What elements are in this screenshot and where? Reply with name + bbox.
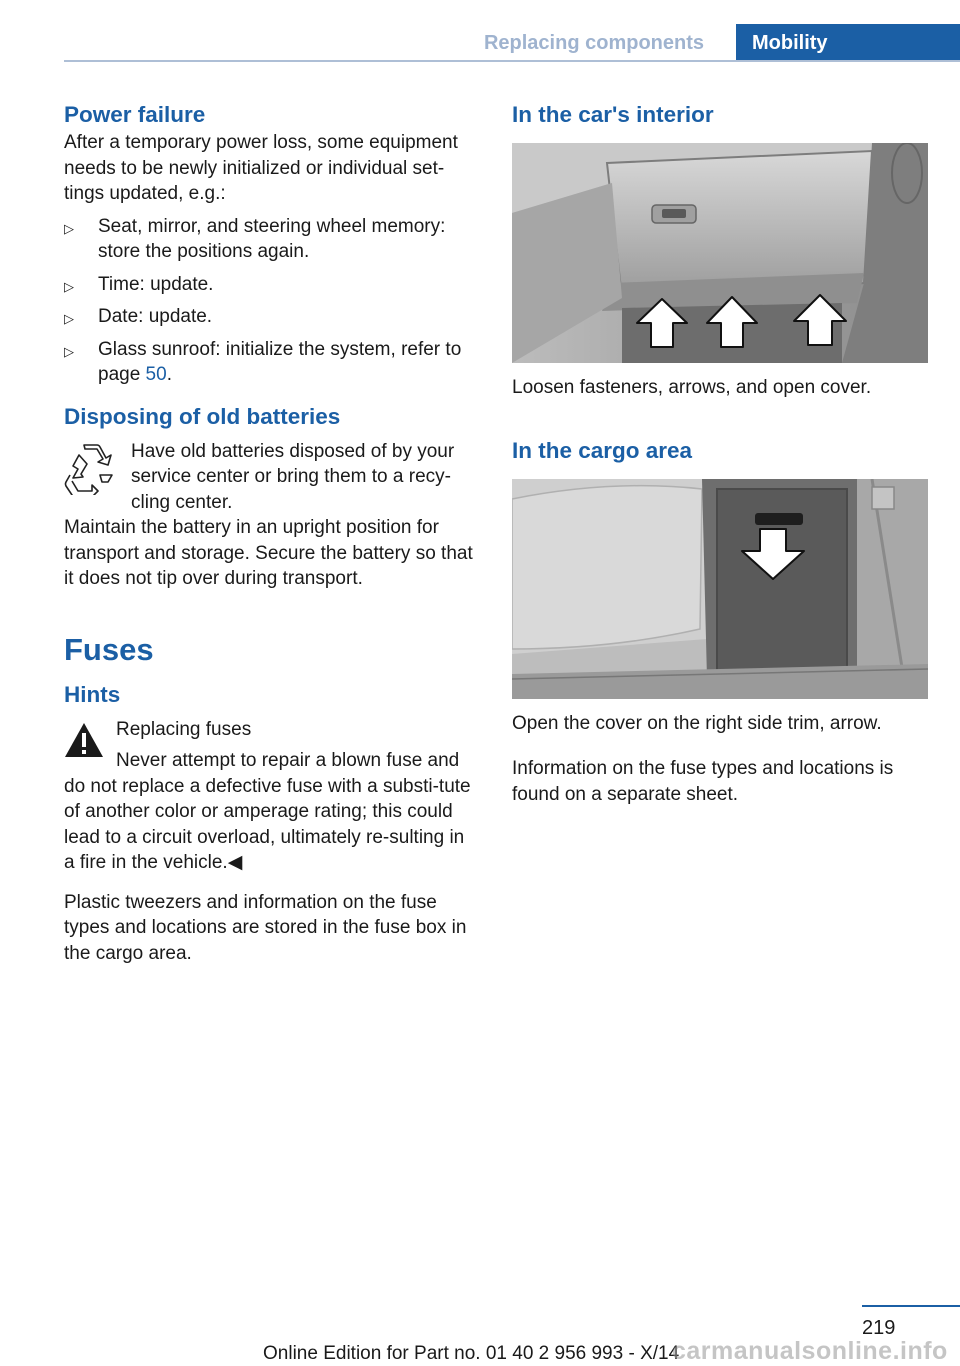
triangle-right-icon: ▷ (64, 343, 74, 359)
cargo-body: Information on the fuse types and locations is found on a separate sheet. (512, 758, 894, 805)
triangle-right-icon: ▷ (64, 278, 74, 294)
page-footer (0, 1305, 960, 1365)
warning-body: Never attempt to repair a blown fuse and do not replace a defective fuse with a substi‐tute of another color or amperage rating; this could lead to a circuit overload, ultimately re‐sulting in a fire in the vehicle.◀ (64, 750, 471, 873)
header-chapter-tab[interactable]: Mobility (736, 24, 960, 62)
warning-triangle-icon (64, 721, 104, 764)
interior-photo (512, 143, 928, 363)
recycle-note-text: Have old batteries disposed of by your service center or bring them to a recy‐cling center. (131, 440, 455, 513)
interior-heading: In the car's interior (512, 102, 714, 127)
fuse-warning (64, 717, 480, 876)
cargo-caption: Open the cover on the right side trim, arrow. (512, 712, 882, 734)
left-column (64, 100, 480, 966)
list-item: ▷ Date: update. (64, 304, 480, 330)
cargo-photo (512, 479, 928, 699)
hints-heading: Hints (64, 681, 121, 707)
list-item: ▷ Time: update. (64, 272, 480, 298)
recycle-note (64, 439, 480, 516)
triangle-right-icon: ▷ (64, 311, 74, 326)
recycle-icon (64, 441, 118, 500)
disposing-body: Maintain the battery in an upright position for transport and storage. Secure the battery so that it does not tip over during transport. (64, 517, 473, 589)
watermark: carmanualsonline.info (672, 1337, 948, 1365)
list-item: ▷ Seat, mirror, and steering wheel memory: store the positions again. (64, 215, 446, 262)
power-failure-heading: Power failure (64, 102, 206, 127)
list-item: ▷ Glass sunroof: initialize the system, refer to page 50. (64, 338, 462, 385)
footer-rule (862, 1305, 960, 1307)
fuses-heading: Fuses (64, 631, 154, 667)
power-failure-list (64, 214, 480, 388)
cargo-heading: In the cargo area (512, 437, 693, 463)
header-section-title: Replacing components (483, 32, 704, 54)
disposing-heading: Disposing of old batteries (64, 403, 341, 429)
power-failure-intro: After a temporary power loss, some equipment needs to be newly initialized or individual set‐tings updated, e.g.: (64, 132, 458, 204)
edition-note: Online Edition for Part no. 01 40 2 956 993 - X/14 (263, 1343, 680, 1364)
page-link[interactable]: 50 (145, 364, 167, 385)
fuses-body: Plastic tweezers and information on the fuse types and locations are stored in the fuse box in the cargo area. (64, 891, 467, 964)
header-rule (64, 60, 960, 62)
right-column (512, 100, 928, 807)
warning-title: Replacing fuses (116, 718, 252, 740)
page-number: 219 (862, 1317, 896, 1339)
interior-caption: Loosen fasteners, arrows, and open cover. (512, 377, 872, 398)
triangle-right-icon: ▷ (64, 220, 74, 236)
page-header (0, 24, 960, 62)
